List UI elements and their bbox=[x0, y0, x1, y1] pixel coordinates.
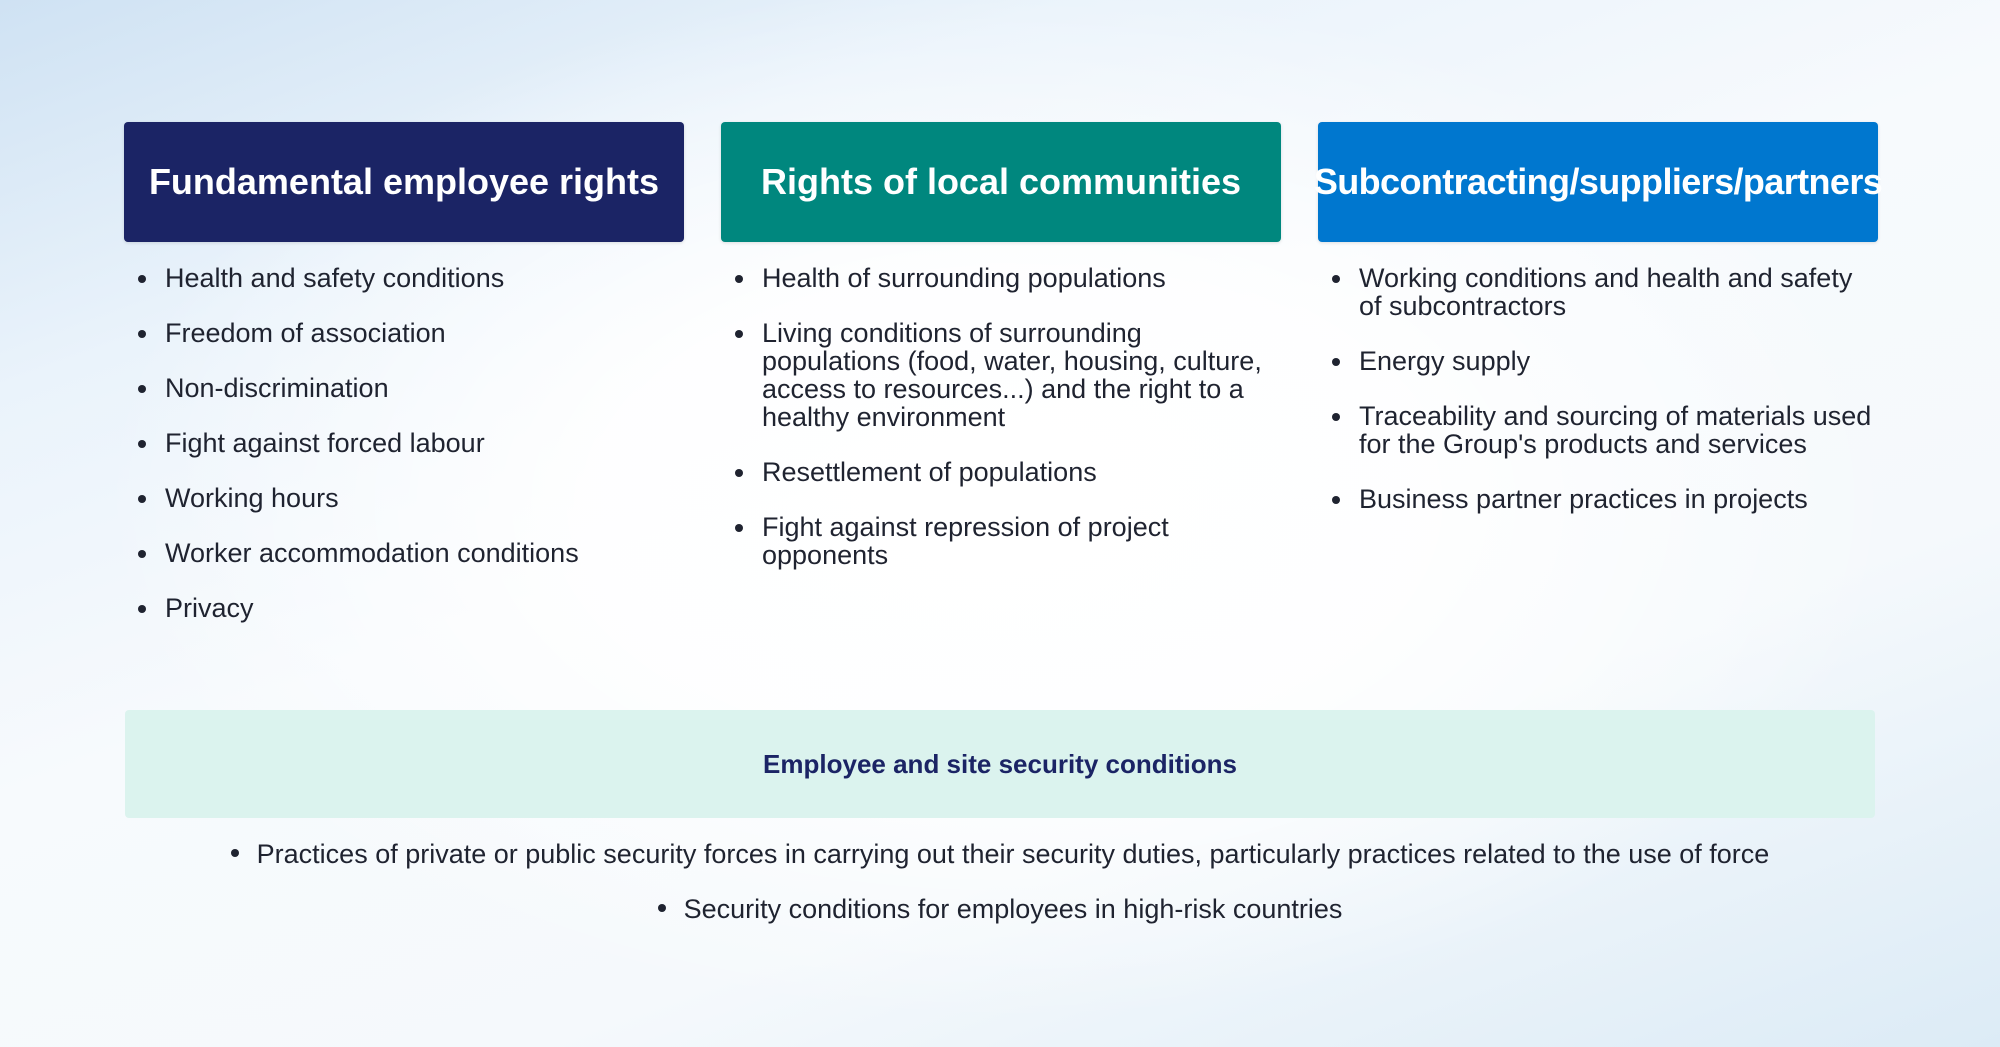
list-item bbox=[138, 539, 684, 567]
security-list bbox=[0, 840, 2000, 950]
security-banner bbox=[125, 710, 1875, 818]
list-item bbox=[0, 840, 2000, 868]
bullet-icon bbox=[1332, 496, 1340, 504]
list-item bbox=[1332, 347, 1878, 375]
bullet-icon bbox=[658, 904, 666, 912]
list-item-text: Practices of private or public security forces in carrying out their security duties, particularly practices related to the use of force bbox=[256, 839, 1770, 869]
list-item bbox=[735, 513, 1281, 569]
list-item bbox=[138, 264, 684, 292]
list-item bbox=[138, 374, 684, 402]
bullet-icon bbox=[735, 469, 743, 477]
list-item-text: Privacy bbox=[165, 593, 254, 623]
list-item bbox=[0, 895, 2000, 923]
list-item-text: Freedom of association bbox=[165, 318, 446, 348]
column-header-subcontracting: Subcontracting/suppliers/partners bbox=[1318, 122, 1878, 242]
list-item-text: Security conditions for employees in high-risk countries bbox=[683, 894, 1343, 924]
bullet-icon bbox=[735, 524, 743, 532]
list-item bbox=[1332, 264, 1878, 320]
list-item-text: Working hours bbox=[165, 483, 339, 513]
column-subcontracting bbox=[1313, 122, 1883, 649]
list-item bbox=[735, 458, 1281, 486]
bullet-icon bbox=[1332, 358, 1340, 366]
security-title: Employee and site security conditions bbox=[763, 748, 1237, 779]
column-header-local-communities: Rights of local communities bbox=[721, 122, 1281, 242]
list-item bbox=[138, 594, 684, 622]
list-item-text: Resettlement of populations bbox=[762, 457, 1097, 487]
employee-rights-list bbox=[124, 264, 684, 622]
list-item-text: Fight against repression of project opponents bbox=[762, 512, 1169, 570]
list-item bbox=[735, 264, 1281, 292]
list-item bbox=[1332, 485, 1878, 513]
column-local-communities bbox=[721, 122, 1281, 649]
list-item-text: Living conditions of surrounding populations (food, water, housing, culture, access to resources...) and the right to a healthy environment bbox=[762, 318, 1262, 432]
bullet-icon bbox=[1332, 413, 1340, 421]
column-employee-rights bbox=[124, 122, 684, 649]
list-item-text: Business partner practices in projects bbox=[1359, 484, 1808, 514]
list-item bbox=[138, 319, 684, 347]
topic-columns bbox=[124, 122, 1883, 649]
list-item-text: Fight against forced labour bbox=[165, 428, 485, 458]
bullet-icon bbox=[138, 385, 146, 393]
list-item-text: Worker accommodation conditions bbox=[165, 538, 579, 568]
list-item-text: Non-discrimination bbox=[165, 373, 389, 403]
bullet-icon bbox=[138, 330, 146, 338]
list-item-text: Traceability and sourcing of materials used for the Group's products and services bbox=[1359, 401, 1872, 459]
bullet-icon bbox=[138, 605, 146, 613]
bullet-icon bbox=[231, 849, 239, 857]
list-item-text: Energy supply bbox=[1359, 346, 1531, 376]
bullet-icon bbox=[735, 330, 743, 338]
bullet-icon bbox=[138, 550, 146, 558]
subcontracting-list bbox=[1318, 264, 1878, 513]
bullet-icon bbox=[138, 495, 146, 503]
local-communities-list bbox=[721, 264, 1281, 569]
bullet-icon bbox=[735, 275, 743, 283]
bullet-icon bbox=[1332, 275, 1340, 283]
list-item bbox=[1332, 402, 1878, 458]
list-item bbox=[735, 319, 1281, 431]
list-item-text: Health of surrounding populations bbox=[762, 263, 1166, 293]
column-header-employee-rights: Fundamental employee rights bbox=[124, 122, 684, 242]
bullet-icon bbox=[138, 440, 146, 448]
bullet-icon bbox=[138, 275, 146, 283]
list-item bbox=[138, 484, 684, 512]
list-item-text: Health and safety conditions bbox=[165, 263, 505, 293]
list-item bbox=[138, 429, 684, 457]
list-item-text: Working conditions and health and safety of subcontractors bbox=[1359, 263, 1853, 321]
